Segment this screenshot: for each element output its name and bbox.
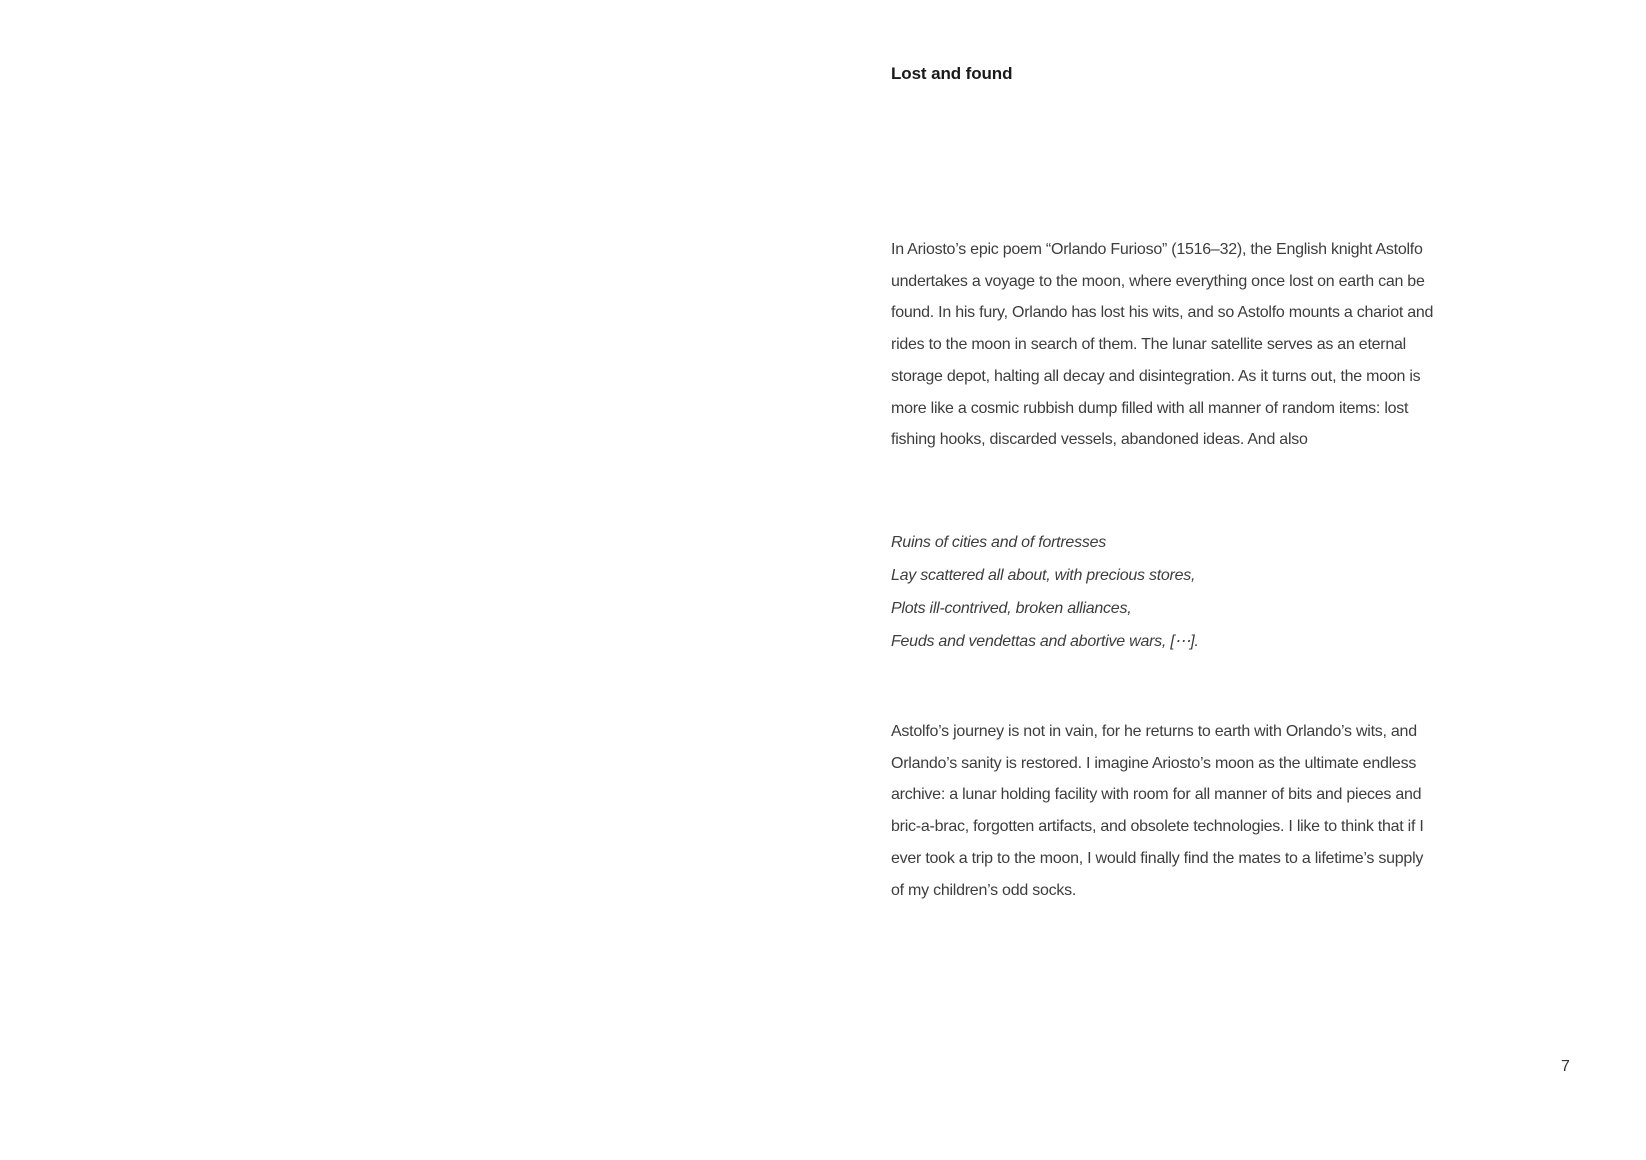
verse-quote <box>891 526 1531 658</box>
text-line: rides to the moon in search of them. The lunar satellite serves as an eternal <box>891 336 1406 354</box>
text-line: Lay scattered all about, with precious stores, <box>891 567 1196 584</box>
text-line: Orlando’s sanity is restored. I imagine Ariosto’s moon as the ultimate endless <box>891 754 1417 772</box>
text-line: storage depot, halting all decay and disintegration. As it turns out, the moon is <box>891 367 1421 385</box>
text-line: Ruins of cities and of fortresses <box>891 534 1106 551</box>
text-line: Plots ill-contrived, broken alliances, <box>891 600 1132 617</box>
text-line: of my children’s odd socks. <box>891 881 1077 899</box>
text-line: undertakes a voyage to the moon, where everything once lost on earth can be <box>891 272 1425 290</box>
text-line: ever took a trip to the moon, I would finally find the mates to a lifetime’s supply <box>891 849 1424 867</box>
text-line: fishing hooks, discarded vessels, abandoned ideas. And also <box>891 431 1308 449</box>
page-number: 7 <box>1561 1058 1570 1075</box>
intro-paragraph <box>891 234 1531 456</box>
text-line: archive: a lunar holding facility with room for all manner of bits and pieces and <box>891 786 1422 804</box>
text-line: bric-a-brac, forgotten artifacts, and obsolete technologies. I like to think that if I <box>891 818 1424 836</box>
text-line: more like a cosmic rubbish dump filled with all manner of random items: lost <box>891 399 1409 417</box>
text-line: found. In his fury, Orlando has lost his wits, and so Astolfo mounts a chariot and <box>891 304 1434 322</box>
text-line: Astolfo’s journey is not in vain, for he returns to earth with Orlando’s wits, and <box>891 723 1417 740</box>
page-title: Lost and found <box>891 64 1013 83</box>
text-line: Feuds and vendettas and abortive wars, [⋯]. <box>891 633 1199 650</box>
text-line: In Ariosto’s epic poem “Orlando Furioso” (1516–32), the English knight Astolfo <box>891 241 1423 258</box>
closing-paragraph <box>891 716 1531 906</box>
